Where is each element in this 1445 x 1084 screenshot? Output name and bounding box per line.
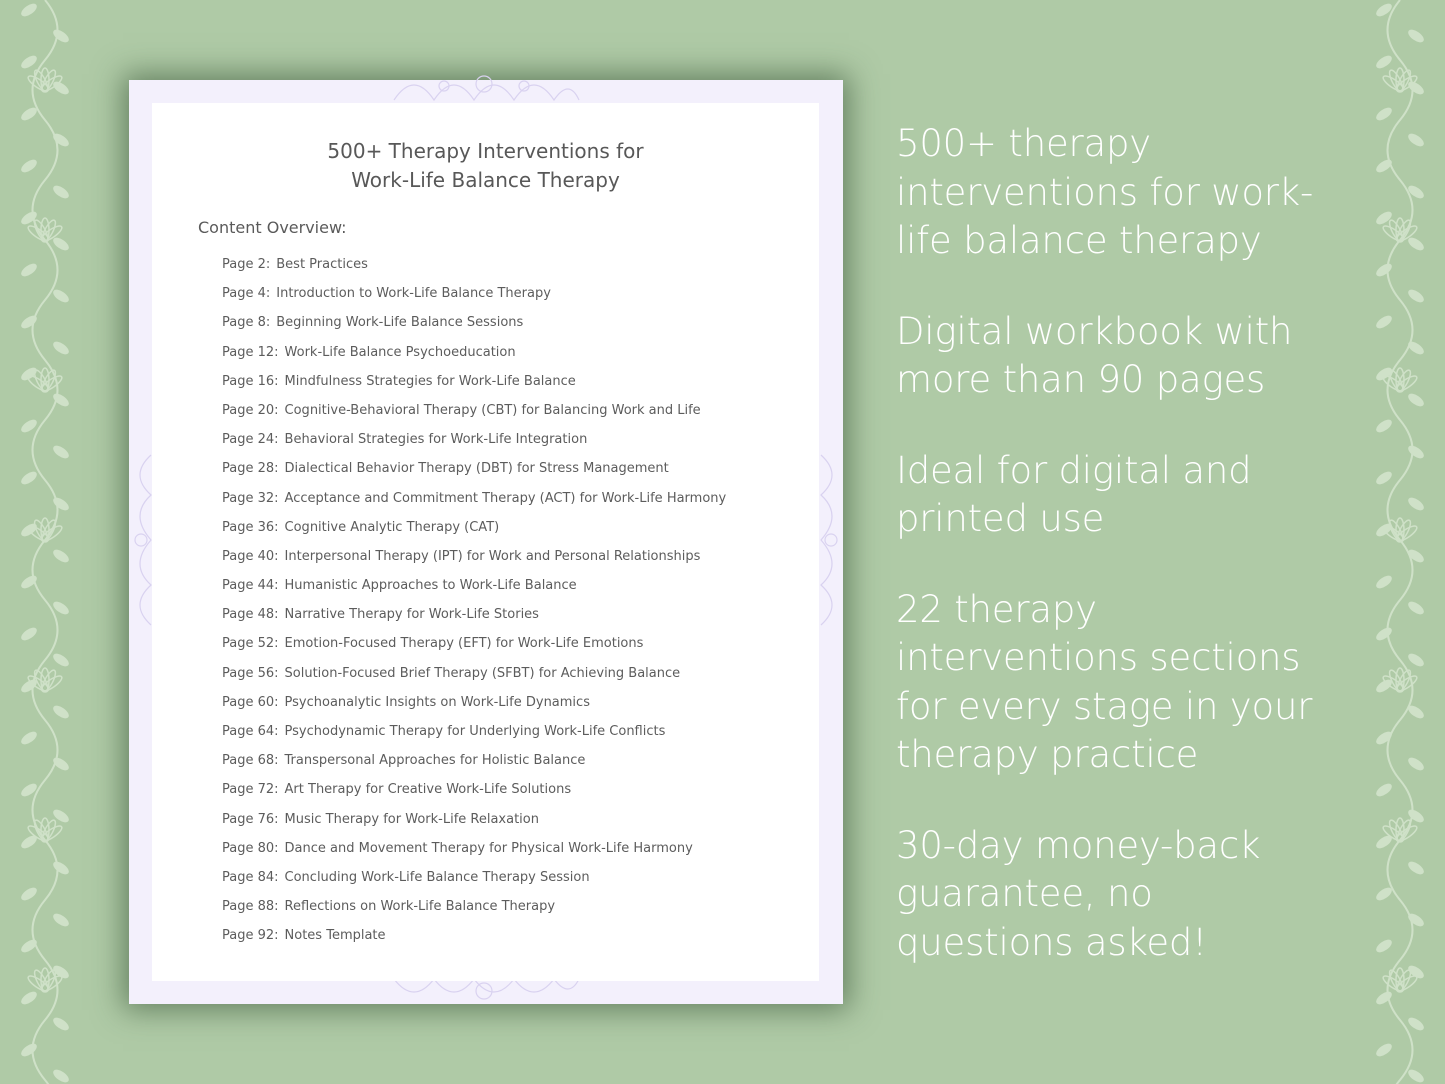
mandala-ornament-top [384,70,584,106]
vine-leaf [51,235,71,253]
toc-section-title: Reflections on Work-Life Balance Therapy [284,899,556,915]
feature-text [896,447,1416,544]
toc-entry [222,839,726,868]
vine-leaf [51,339,71,357]
toc-section-title: Art Therapy for Creative Work-Life Solutions [284,782,572,798]
toc-section-title: Mindfulness Strategies for Work-Life Balance [284,373,576,389]
feature-text [896,308,1416,405]
toc-page-number: Page 84: [222,869,279,885]
feature-line: Digital workbook with [896,309,1293,353]
vine-leaf [19,1,39,19]
vine-leaf [51,911,71,929]
toc-section-title: Cognitive-Behavioral Therapy (CBT) for Balancing Work and Life [284,402,701,418]
vine-leaf [1406,27,1426,45]
toc-entry [222,664,726,693]
vine-leaf [51,79,71,97]
toc-entry [222,284,726,313]
document-page [152,103,819,981]
toc-entry [222,547,726,576]
toc-entry [222,313,726,342]
toc-entry [222,926,726,955]
vine-leaf [1406,1015,1426,1033]
toc-entry [222,576,726,605]
vine-leaf [51,287,71,305]
toc-entry [222,518,726,547]
vine-leaf [19,625,39,643]
feature-line: Ideal for digital and [896,448,1252,492]
toc-page-number: Page 12: [222,344,279,360]
vine-leaf [19,729,39,747]
vine-leaf [19,1041,39,1059]
toc-section-title: Cognitive Analytic Therapy (CAT) [284,519,500,535]
toc-page-number: Page 40: [222,548,279,564]
vine-leaf [51,495,71,513]
vine-leaf [51,443,71,461]
toc-section-title: Interpersonal Therapy (IPT) for Work and Personal Relationships [284,548,701,564]
feature-line: more than 90 pages [896,358,1266,401]
toc-page-number: Page 20: [222,402,279,418]
vine-leaf [1406,79,1426,97]
feature-line: life balance therapy [896,219,1262,262]
feature-line: therapy practice [896,733,1199,776]
toc-page-number: Page 72: [222,782,279,798]
toc-entry [222,372,726,401]
feature-line: 30-day money-back [896,823,1261,867]
mandala-ornament-right [819,450,845,630]
toc-section-title: Work-Life Balance Psychoeducation [284,344,516,360]
vine-leaf [19,53,39,71]
vine-leaf [51,547,71,565]
toc-page-number: Page 32: [222,490,279,506]
document-title-line-2: Work-Life Balance Therapy [351,168,620,192]
toc-section-title: Psychoanalytic Insights on Work-Life Dynamics [284,694,590,710]
toc-page-number: Page 44: [222,578,279,594]
vine-leaf [51,859,71,877]
toc-page-number: Page 24: [222,432,279,448]
toc-section-title: Acceptance and Commitment Therapy (ACT) for Work-Life Harmony [284,490,727,506]
document-title-line-1: 500+ Therapy Interventions for [327,139,644,163]
floral-vine-left [0,0,90,1084]
toc-entry [222,751,726,780]
toc-page-number: Page 36: [222,519,279,535]
vine-leaf [1374,53,1394,71]
vine-leaf [1374,1041,1394,1059]
toc-page-number: Page 64: [222,724,279,739]
toc-section-title: Emotion-Focused Therapy (EFT) for Work-Life Emotions [284,636,644,652]
feature-line: guarantee, no [896,872,1153,915]
toc-section-title: Humanistic Approaches to Work-Life Balance [284,578,577,594]
feature-text [896,120,1416,266]
vine-leaf [51,1067,71,1084]
mandala-ornament-left [127,450,153,630]
toc-page-number: Page 56: [222,665,279,681]
toc-section-title: Beginning Work-Life Balance Sessions [276,315,524,331]
feature-list [896,120,1416,1009]
document-title [152,137,819,195]
vine-leaf [51,703,71,721]
toc-section-title: Concluding Work-Life Balance Therapy Session [284,869,590,885]
toc-entry [222,810,726,839]
toc-entry [222,897,726,926]
feature-line: interventions for work- [896,170,1314,214]
vine-leaf [19,157,39,175]
toc-page-number: Page 4: [222,286,271,302]
toc-section-title: Best Practices [276,257,368,272]
toc-page-number: Page 28: [222,461,279,477]
toc-page-number: Page 92: [222,928,279,944]
vine-leaf [19,469,39,487]
toc-entry [222,780,726,809]
toc-entry [222,459,726,488]
toc-page-number: Page 88: [222,899,279,915]
vine-leaf [51,27,71,45]
toc-section-title: Notes Template [284,928,386,944]
toc-entry [222,401,726,430]
toc-page-number: Page 2: [222,257,271,272]
vine-leaf [1406,1067,1426,1084]
toc-entry [222,868,726,897]
document-preview [129,80,843,1004]
toc-page-number: Page 48: [222,607,279,623]
toc-entry [222,634,726,663]
vine-leaf [51,651,71,669]
toc-page-number: Page 52: [222,636,279,652]
toc-page-number: Page 8: [222,315,271,331]
feature-text [896,822,1416,968]
toc-entry [222,722,726,751]
vine-leaf [19,885,39,903]
toc-section-title: Psychodynamic Therapy for Underlying Work-Life Conflicts [284,724,666,739]
toc-page-number: Page 80: [222,840,279,856]
feature-line: 500+ therapy [896,122,1151,165]
toc-section-title: Solution-Focused Brief Therapy (SFBT) for Achieving Balance [284,665,681,681]
toc-entry [222,430,726,459]
feature-text [896,586,1416,780]
vine-leaf [51,183,71,201]
toc-section-title: Dance and Movement Therapy for Physical Work-Life Harmony [284,840,693,856]
toc-section-title: Music Therapy for Work-Life Relaxation [284,811,539,827]
toc-entry [222,605,726,634]
toc-page-number: Page 60: [222,694,279,710]
feature-line: 22 therapy [896,587,1097,631]
toc-section-title: Introduction to Work-Life Balance Therapy [276,286,551,302]
toc-entry [222,255,726,284]
vine-leaf [51,807,71,825]
feature-line: questions asked! [896,920,1207,964]
toc-section-title: Narrative Therapy for Work-Life Stories [284,607,539,623]
content-overview-label: Content Overview: [198,218,347,237]
table-of-contents [222,255,726,956]
toc-page-number: Page 16: [222,373,279,389]
vine-leaf [19,261,39,279]
toc-page-number: Page 76: [222,811,279,827]
feature-line: for every stage in your [896,684,1313,728]
vine-leaf [19,989,39,1007]
vine-leaf [19,833,39,851]
toc-page-number: Page 68: [222,753,279,769]
feature-line: interventions sections [896,636,1301,679]
toc-section-title: Transpersonal Approaches for Holistic Balance [284,753,586,769]
toc-entry [222,489,726,518]
toc-entry [222,693,726,722]
vine-leaf [51,1015,71,1033]
toc-entry [222,343,726,372]
toc-section-title: Dialectical Behavior Therapy (DBT) for Stress Management [284,461,669,477]
toc-section-title: Behavioral Strategies for Work-Life Integration [284,432,588,448]
feature-line: printed use [896,497,1105,540]
